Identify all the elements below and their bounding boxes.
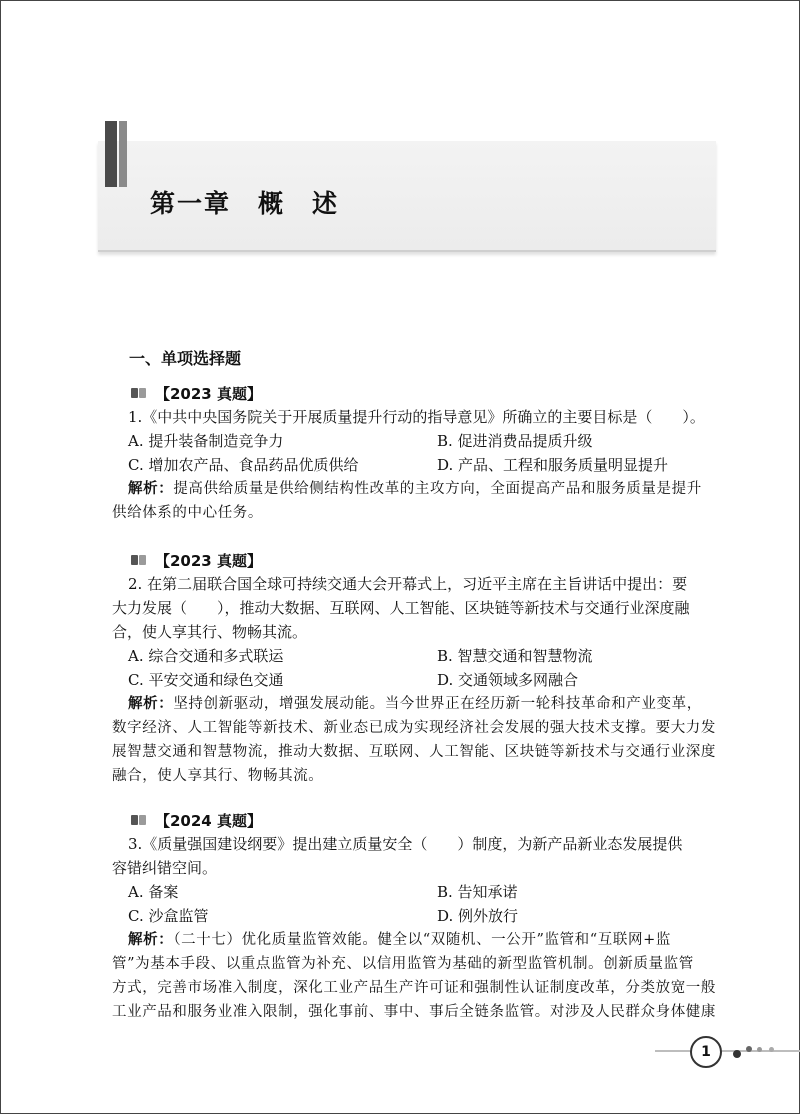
question-stem: 大力发展（ ），推动大数据、互联网、人工智能、区块链等新技术与交通行业深度融 <box>112 599 690 617</box>
question-stem: 合，使人享其行、物畅其流。 <box>112 623 308 641</box>
page-number-rule <box>655 1050 800 1052</box>
explanation-text: 提高供给质量是供给侧结构性改革的主攻方向，全面提高产品和服务质量是提升 <box>173 481 702 497</box>
decor-dot <box>746 1046 752 1052</box>
chapter-decor-bar <box>119 121 127 187</box>
option: B. 智慧交通和智慧物流 <box>437 647 593 665</box>
explanation-text: （二十七）优化质量监管效能。健全以“双随机、一公开”监管和“互联网+监 <box>173 932 671 948</box>
book-icon <box>131 387 147 399</box>
option: D. 交通领域多网融合 <box>437 671 579 689</box>
question-stem: 2. 在第二届联合国全球可持续交通大会开幕式上，习近平主席在主旨讲话中提出：要 <box>128 575 688 593</box>
exam-tag: 【2024 真题】 <box>155 811 262 830</box>
option: C. 沙盒监管 <box>128 907 209 925</box>
question-header <box>131 383 262 403</box>
decor-dot <box>757 1047 762 1052</box>
explanation-text: 融合，使人享其行、物畅其流。 <box>112 768 324 784</box>
exam-tag: 【2023 真题】 <box>155 384 262 403</box>
explanation-text: 数字经济、人工智能等新技术、新业态已成为实现经济社会发展的强大技术支撑。要大力发 <box>112 720 716 736</box>
chapter-title: 第一章 概 述 <box>150 189 340 218</box>
option: A. 备案 <box>128 883 179 901</box>
explanation-text: 供给体系的中心任务。 <box>112 505 263 521</box>
explanation <box>128 692 718 716</box>
explanation <box>128 477 718 501</box>
option: B. 促进消费品提质升级 <box>437 432 593 450</box>
book-icon <box>131 554 147 566</box>
option: C. 增加农产品、食品药品优质供给 <box>128 456 359 474</box>
question-stem: 1.《中共中央国务院关于开展质量提升行动的指导意见》所确立的主要目标是（ ）。 <box>128 408 705 426</box>
explanation-text: 坚持创新驱动，增强发展动能。当今世界正在经历新一轮科技革命和产业变革， <box>173 696 702 712</box>
option: D. 例外放行 <box>437 907 519 925</box>
explanation-text: 工业产品和服务业准入限制，强化事前、事中、事后全链条监管。对涉及人民群众身体健康 <box>112 1004 716 1020</box>
option: A. 提升装备制造竞争力 <box>128 432 284 450</box>
option: B. 告知承诺 <box>437 883 518 901</box>
section-title: 一、单项选择题 <box>129 349 242 368</box>
explanation-text: 管”为基本手段、以重点监管为补充、以信用监管为基础的新型监管机制。创新质量监管 <box>112 956 694 972</box>
question-header <box>131 550 262 570</box>
explanation-text: 展智慧交通和智慧物流，推动大数据、互联网、人工智能、区块链等新技术与交通行业深度 <box>112 744 716 760</box>
decor-dot <box>733 1050 741 1058</box>
explanation-label: 解析： <box>128 696 174 712</box>
question-header <box>131 810 262 830</box>
decor-dot <box>769 1047 774 1052</box>
explanation-label: 解析： <box>128 481 174 497</box>
explanation-text: 方式，完善市场准入制度，深化工业产品生产许可证和强制性认证制度改革，分类放宽一般 <box>112 980 716 996</box>
explanation <box>128 928 718 952</box>
page-number: 1 <box>690 1036 722 1068</box>
exam-tag: 【2023 真题】 <box>155 551 262 570</box>
explanation-label: 解析： <box>128 932 174 948</box>
option: C. 平安交通和绿色交通 <box>128 671 284 689</box>
book-icon <box>131 814 147 826</box>
option: A. 综合交通和多式联运 <box>128 647 284 665</box>
question-stem: 3.《质量强国建设纲要》提出建立质量安全（ ）制度，为新产品新业态发展提供 <box>128 835 683 853</box>
question-stem: 容错纠错空间。 <box>112 859 218 877</box>
chapter-decor-bar <box>105 121 117 187</box>
option: D. 产品、工程和服务质量明显提升 <box>437 456 669 474</box>
